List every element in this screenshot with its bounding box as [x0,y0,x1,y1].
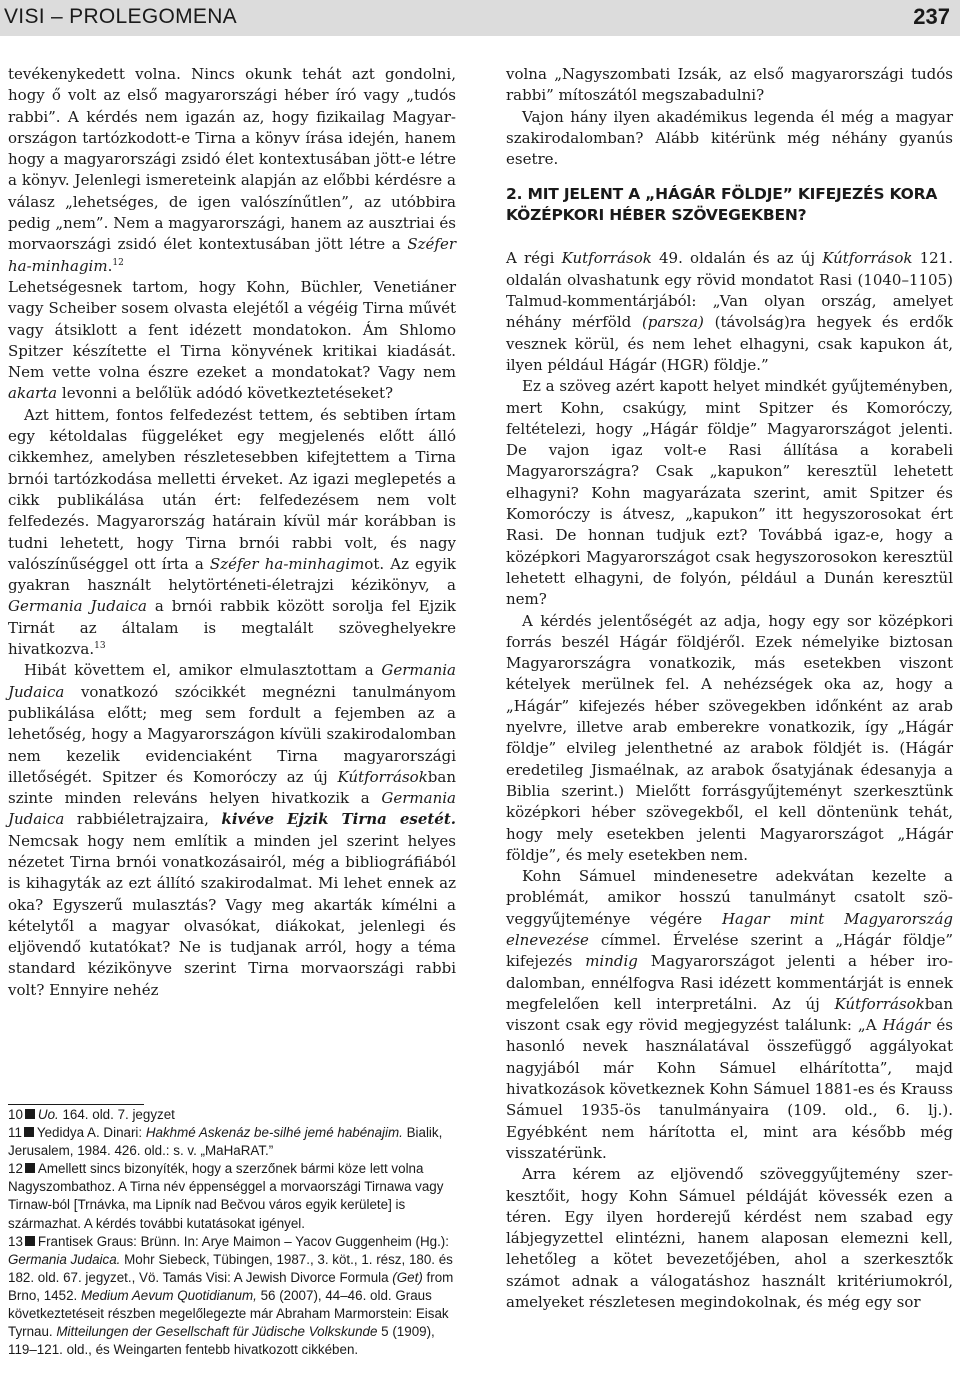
paragraph: Kohn Sámuel mindenesetre adekvátan kezelte a problémát, amikor hosszú tanulmányt csatolt szöveggyűjteménye végére Hagar mint Magyarország elnevezése címmel. Érvelése szerint a „Hágár földje” kifejezés mindig Magyarországot jelenti a héber irodalomban, ennélfogva Rasi idézett kommentárját is ennek megfelelően kell interpretálni. Az új Kútforrásokban viszont csak egy rövid megjegyzést találunk: „A Hágár és hasonló nevek használatával összefüggő aggályokat nagyjából már Kohn Sámuel elhárította”, majd hivatkozások következnek Kohn Sámuel 1881-es és Krauss Sámuel 1935-ös tanulmányaira (109. old., 6. lj.). Egyébként nem hárította el, mint ara később még visszatérünk. [506,867,954,1162]
left-column [8,64,456,1001]
paragraph: tevékenykedett volna. Nincs okunk tehát azt gondolni, hogy ő volt az első magyarországi héber író vagy „tudós rabbi”. A kérdés nem igazán az, hogy fizikailag Magyarországon tartózkodott-e Tirna a könyv írása idején, hanem hogy a magyarországi zsidó élet kontextusában jött-e létre a könyv. Jelenlegi ismereteink alapján az előbbi kérdésre a válasz „lehetséges, de igen valószínűtlen”, az utóbbira pedig „nem”. Nem a magyarországi, hanem az ausztriai és morvaországi zsidó élet kontextusában jött létre a Széfer ha-minhagim.$^{12}$ [8,65,456,275]
paragraph: Arra kérem az eljövendő szöveggyűjtemény szerkesztőit, hogy Kohn Sámuel példáját kövessék ezen a téren. Egy ilyen horderejű kérdést nem szabad egy lábjegyzettel elintézni, hanem alaposan elemezni kell, lehetőleg a kötet bevezetőjében, ahol a szerkesztők számot adnak a válogatáshoz használt kritériumokról, amelyeket részletesen megindokolnak, és még egy sor [506,1165,953,1312]
running-header [0,0,960,36]
paragraph: A kérdés jelentőségét az adja, hogy egy sor középkori forrás beszél Hágár földjéről. Ezek némelyike biztosan Magyarországra vonatkozik, más esetekben viszont kételyek merülnek fel. A nehézségek oka az, hogy a „Hágár” kifejezés héber szövegekben időnként az arab nyelvre, illetve arab emberekre vonatkozik, így „Hágár földje” elvileg jelenthetné az arabok földjét is. (Hágár eredetileg Jismaélnak, az arabok ősatyjának édesanyja a Biblia szerint.) Mielőtt forrásgyűjteményt szerkesztünk középkori héber szövegekből, el kell döntenünk tehát, hogy mely esetekben jelenti Magyarországot „Hágár földje”, és mely esetekben nem. [506,611,953,864]
footnote-11: 11 Yedidya A. Dinari: Hakhmé Askenáz be-silhé jemé habénajim. Bialik, Jerusalem, 1984. 426. old.: s. v. „MaHaRAT.” [8,1125,443,1159]
footnote-ref-13[interactable]: 13 [94,641,106,652]
footnote-12: 12 Amellett sincs bizonyíték, hogy a szerzőnek bármi köze lett volna Nagyszombathoz. A Tirna név éppenséggel a morvaországi Tirnawa vagy Tirnaw-ból [Trnávka, ma Lipník nad Bečvou város egyik kerülete] is származhat. A kérdés további kutatásokat igényel. [8,1161,444,1231]
square-bullet-icon [24,1127,34,1137]
square-bullet-icon [25,1163,35,1173]
footnote-10: 10 Uo. 164. old. 7. jegyzet [8,1107,175,1122]
footnote-13: 13 Frantisek Graus: Brünn. In: Arye Maimon – Yacov Guggenheim (Hg.): Germania Judaica. Mohr Siebeck, Tübingen, 1987., 3. köt., 1. rész, 180. és 182. old. 67. jegyzet., Vö. Tamás Visi: A Jewish Divorce Formula (Get) from Brno, 1452. Medium Aevum Quotidianum, 56 (2007), 44–46. old. Graus következtetéseit részben megelőlegezte már Abraham Marmorstein: Eisak Tyrnau. Mitteilungen der Gesellschaft für Jüdische Volkskunde 5 (1909), 119–121. old., és Weingarten fentebb hivatkozott cikkében. [8,1233,454,1358]
section-heading: 2. MIT JELENT A „HÁGÁR FÖLDJE” KIFEJEZÉS KORA KÖZÉPKORI HÉBER SZÖVEGEKBEN? [506,185,938,225]
footnotes [8,1106,456,1359]
footnote-rule [8,1104,144,1105]
square-bullet-icon [25,1109,35,1119]
paragraph: Hibát követtem el, amikor elmulasztottam a Germania Judaica vonatkozó szócikkét megnézni tanulmányom publikálása előtt; meg sem fordult a fejemben az a lehetőség, hogy a Magyarországon kívüli szakirodalomban nem kezelik evidenciaként Tirna magyarországi illetőségét. Spitzer és Komoróczy az új Kútforrásokban szinte minden releváns helyen hivatkozik a Germania Judaica rabbiéletrajzaira, kivéve Ejzik Tirna esetét. Nemcsak hogy nem említik a minden jel szerint helyes nézetet Tirna brnói vonatkozásairól, még a bibliográfiából is kihagyták az ezt állító szakirodalmat. Mi lehet ennek az oka? Egyszerű mulasztás? Vagy meg akarták kímélni a kételytől a magyar olvasókat, diákokat, jelenlegi és eljövendő kutatókat? Ne is tudjanak arról, hogy a téma standard kézikönyve szerint Tirna morvaországi rabbi volt? Ennyire nehéz [8,661,456,999]
paragraph: A régi Kutforrások 49. oldalán és az új Kútforrások 121. oldalán olvashatunk egy rövid mondatot Rasi (1040–1105) Talmud-kommentárjából: „Van olyan ország, amelyet néhány mérföld (parsza) (távolság)ra hegyek és erdők vesznek körül, és nem lehet elhagyni, csak kapukon át, ilyen például Hágár (HGR) földje.” [506,249,953,374]
square-bullet-icon [25,1236,35,1246]
right-column [506,64,953,1313]
paragraph: Lehetségesnek tartom, hogy Kohn, Büchler, Venetiáner vagy Scheiber sosem olvasta elejétől a végéig Tirna művét vagy átsiklott a fent idézett mondatokon. Ám Shlomo Spitzer készítette el Tirna könyvének kritikai kiadását. Nem vette volna észre ezeket a mondatokat? Vagy nem akarta levonni a belőlük adódó következtetéseket? [8,277,456,403]
footnote-ref-12[interactable]: 12 [112,257,124,268]
paragraph: Ez a szöveg azért kapott helyet mindkét gyűjteményben, mert Kohn, csakúgy, mint Spitzer és Komoróczy, feltételezi, hogy „Hágár földje” Magyarországot jelenti. De vajon igaz volt-e Rasi állítása a korabeli Magyarországra? Csak „kapukon” keresztül lehetett elhagyni? Kohn magyarázata szerint, amit Spitzer és Komoróczy is átvesz, „kapukon” itt hegyszorosokat ért Rasi. De honnan tudjuk ezt? Továbbá igaz-e, hogy a középkori Magyarországot csak hegyszorosokon keresztül lehetett elhagyni, de folyón, például a Dunán keresztül nem? [506,377,953,609]
paragraph: Vajon hány ilyen akadémikus legenda él még a magyar szakirodalomban? Alább kitérünk még néhány gyanús esetre. [506,107,953,169]
paragraph: Azt hittem, fontos felfedezést tettem, és sebtiben írtam egy kétoldalas függeléket egy megjelenés előtt álló cikkemhez, amelyben részletesebben kifejtettem a Tirna brnói tartózkodása melletti érveket. Az igazi meglepetés a cikk publikálása után ért: felfedezésem nem volt felfedezés. Magyarország határain kívül már korábban is tudni lehetett, hogy Tirna brnói rabbi volt, és nagy valószínűséggel ott írta a Széfer ha-minhagimot. Az egyik gyakran használt helytörténeti-életrajzi kézikönyv, a Germania Judaica a brnói rabbik között sorolja fel Ejzik Tirnát az általam is megtalált szöveghelyekre hivatkozva.$^{13}$ [8,405,456,659]
paragraph: volna „Nagyszombati Izsák, az első magyarországi tudós rabbi” mítoszától megszabadulni? [506,65,953,105]
running-header-title: VISI – PROLEGOMENA [4,5,237,28]
page-number: 237 [913,4,950,29]
